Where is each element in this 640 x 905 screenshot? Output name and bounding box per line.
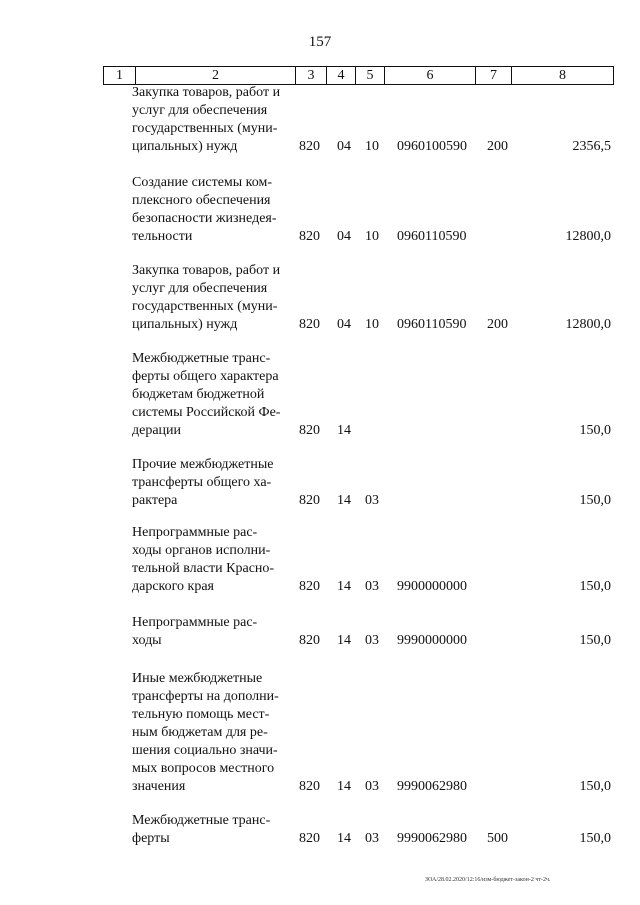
subsection-code-cell: 03: [365, 831, 379, 846]
subsection-code-cell: 10: [365, 139, 379, 154]
description-line: рактера: [132, 493, 178, 508]
subsection-code-cell: 10: [365, 229, 379, 244]
ministry-code-cell: 820: [299, 423, 320, 438]
description-line: ферты: [132, 831, 170, 846]
description-line: Прочие межбюджетные: [132, 457, 274, 472]
amount-cell: 2356,5: [572, 139, 611, 154]
expense-type-code-cell: 200: [487, 317, 508, 332]
column-header-4: 4: [327, 67, 356, 85]
column-header-2: 2: [136, 67, 296, 85]
section-code-cell: 14: [337, 831, 351, 846]
description-line: тельную помощь мест-: [132, 707, 270, 722]
subsection-code-cell: 03: [365, 493, 379, 508]
ministry-code-cell: 820: [299, 633, 320, 648]
description-line: ным бюджетам для ре-: [132, 725, 268, 740]
row-description: [132, 262, 290, 334]
section-code-cell: 04: [337, 229, 351, 244]
description-line: дерации: [132, 423, 182, 438]
ministry-code-cell: 820: [299, 493, 320, 508]
description-line: ходы органов исполни-: [132, 543, 271, 558]
target-article-code-cell: 0960110590: [397, 317, 467, 332]
ministry-code-cell: 820: [299, 579, 320, 594]
description-line: безопасности жизнедея-: [132, 211, 277, 226]
amount-cell: 150,0: [579, 493, 611, 508]
description-line: Непрограммные рас-: [132, 525, 258, 540]
description-line: мых вопросов местного: [132, 761, 275, 776]
description-line: ципальных) нужд: [132, 317, 238, 332]
amount-cell: 150,0: [579, 633, 611, 648]
section-code-cell: 14: [337, 423, 351, 438]
description-line: Закупка товаров, работ и: [132, 263, 281, 278]
row-description: [132, 174, 290, 246]
amount-cell: 150,0: [579, 779, 611, 794]
page-number: 157: [308, 34, 332, 50]
description-line: Межбюджетные транс-: [132, 351, 271, 366]
target-article-code-cell: 9990000000: [397, 633, 467, 648]
description-line: ходы: [132, 633, 162, 648]
row-description: [132, 670, 290, 796]
target-article-code-cell: 9900000000: [397, 579, 467, 594]
row-description: [132, 350, 290, 440]
description-line: бюджетам бюджетной: [132, 387, 265, 402]
row-description: [132, 812, 290, 848]
description-line: Закупка товаров, работ и: [132, 85, 281, 100]
section-code-cell: 14: [337, 633, 351, 648]
description-line: трансферты на дополни-: [132, 689, 279, 704]
amount-cell: 12800,0: [565, 317, 611, 332]
ministry-code-cell: 820: [299, 779, 320, 794]
target-article-code-cell: 9990062980: [397, 779, 467, 794]
amount-cell: 150,0: [579, 831, 611, 846]
description-line: ципальных) нужд: [132, 139, 238, 154]
description-line: тельности: [132, 229, 193, 244]
column-header-3: 3: [296, 67, 327, 85]
description-line: шения социально значи-: [132, 743, 278, 758]
ministry-code-cell: 820: [299, 317, 320, 332]
row-description: [132, 84, 290, 156]
subsection-code-cell: 03: [365, 633, 379, 648]
target-article-code-cell: 9990062980: [397, 831, 467, 846]
description-line: ферты общего характера: [132, 369, 279, 384]
ministry-code-cell: 820: [299, 831, 320, 846]
row-description: [132, 456, 290, 510]
amount-cell: 150,0: [579, 579, 611, 594]
subsection-code-cell: 03: [365, 779, 379, 794]
section-code-cell: 14: [337, 779, 351, 794]
amount-cell: 150,0: [579, 423, 611, 438]
column-header-table: [103, 66, 614, 85]
column-header-1: 1: [104, 67, 136, 85]
section-code-cell: 04: [337, 139, 351, 154]
description-line: значения: [132, 779, 186, 794]
description-line: тельной власти Красно-: [132, 561, 275, 576]
column-header-7: 7: [476, 67, 512, 85]
description-line: Межбюджетные транс-: [132, 813, 271, 828]
description-line: Создание системы ком-: [132, 175, 273, 190]
section-code-cell: 14: [337, 493, 351, 508]
column-header-5: 5: [356, 67, 385, 85]
row-description: [132, 614, 290, 650]
description-line: услуг для обеспечения: [132, 103, 268, 118]
description-line: системы Российской Фе-: [132, 405, 281, 420]
description-line: услуг для обеспечения: [132, 281, 268, 296]
description-line: государственных (муни-: [132, 299, 278, 314]
description-line: государственных (муни-: [132, 121, 278, 136]
section-code-cell: 14: [337, 579, 351, 594]
column-header-6: 6: [385, 67, 476, 85]
expense-type-code-cell: 500: [487, 831, 508, 846]
target-article-code-cell: 0960110590: [397, 229, 467, 244]
section-code-cell: 04: [337, 317, 351, 332]
description-line: Непрограммные рас-: [132, 615, 258, 630]
column-header-8: 8: [512, 67, 614, 85]
description-line: дарского края: [132, 579, 214, 594]
target-article-code-cell: 0960100590: [397, 139, 467, 154]
description-line: трансферты общего ха-: [132, 475, 272, 490]
row-description: [132, 524, 290, 596]
amount-cell: 12800,0: [565, 229, 611, 244]
ministry-code-cell: 820: [299, 229, 320, 244]
subsection-code-cell: 03: [365, 579, 379, 594]
expense-type-code-cell: 200: [487, 139, 508, 154]
subsection-code-cell: 10: [365, 317, 379, 332]
description-line: Иные межбюджетные: [132, 671, 263, 686]
document-footer: ЗОА/28.02.2020/12:16/изм-бюджет-закон-2 чт-2ч.: [425, 877, 551, 883]
ministry-code-cell: 820: [299, 139, 320, 154]
description-line: плексного обеспечения: [132, 193, 271, 208]
